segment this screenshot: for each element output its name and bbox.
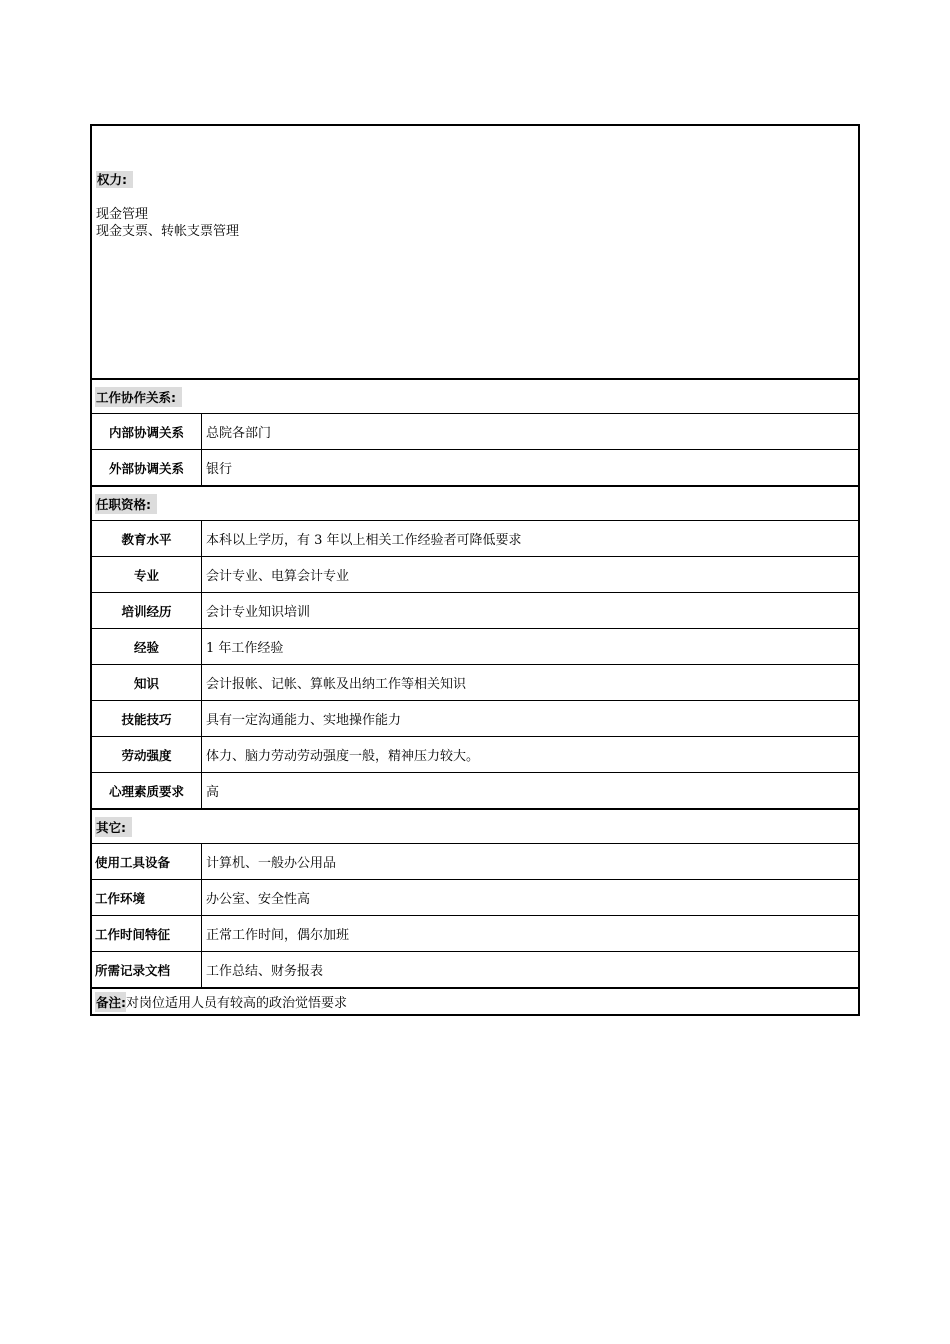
row-label: 专业 — [92, 557, 202, 592]
row-value: 1 年工作经验 — [206, 641, 284, 656]
qualifications-label: 任职资格: — [95, 494, 157, 514]
table-row — [92, 413, 858, 449]
table-row — [92, 951, 858, 987]
row-value: 具有一定沟通能力、实地操作能力 — [206, 713, 402, 728]
row-value: 计算机、一般办公用品 — [206, 856, 337, 871]
row-label: 工作时间特征 — [92, 916, 202, 951]
row-label: 心理素质要求 — [92, 773, 202, 808]
authority-item: 现金支票、转帐支票管理 — [96, 224, 240, 239]
table-row — [92, 449, 858, 485]
table-row — [92, 915, 858, 951]
row-value: 总院各部门 — [206, 426, 272, 441]
table-row — [92, 556, 858, 592]
table-row — [92, 700, 858, 736]
row-value: 本科以上学历，有 3 年以上相关工作经验者可降低要求 — [206, 533, 522, 548]
row-label: 培训经历 — [92, 593, 202, 628]
row-value: 体力、脑力劳动劳动强度一般，精神压力较大。 — [206, 749, 480, 764]
row-label: 外部协调关系 — [92, 450, 202, 485]
cooperation-label: 工作协作关系: — [95, 387, 182, 407]
row-value: 正常工作时间，偶尔加班 — [206, 928, 350, 943]
note-row — [92, 987, 858, 1014]
row-value: 工作总结、财务报表 — [206, 964, 324, 979]
row-label: 工作环境 — [92, 880, 202, 915]
row-label: 劳动强度 — [92, 737, 202, 772]
table-row — [92, 592, 858, 628]
other-header — [92, 808, 858, 843]
authority-section — [92, 126, 858, 378]
row-label: 教育水平 — [92, 521, 202, 556]
table-row — [92, 664, 858, 700]
table-row — [92, 772, 858, 808]
row-value: 高 — [206, 785, 220, 800]
row-label: 所需记录文档 — [92, 952, 202, 987]
row-label: 内部协调关系 — [92, 414, 202, 449]
authority-items — [96, 206, 239, 240]
cooperation-header — [92, 378, 858, 413]
row-value: 会计报帐、记帐、算帐及出纳工作等相关知识 — [206, 677, 467, 692]
row-label: 技能技巧 — [92, 701, 202, 736]
table-row — [92, 879, 858, 915]
note-text: 对岗位适用人员有较高的政治觉悟要求 — [126, 996, 348, 1011]
job-description-table — [90, 124, 860, 1016]
authority-item: 现金管理 — [96, 207, 149, 222]
table-row — [92, 843, 858, 879]
row-label: 经验 — [92, 629, 202, 664]
table-row — [92, 520, 858, 556]
note-label: 备注: — [95, 992, 126, 1012]
other-label: 其它: — [95, 817, 132, 837]
table-row — [92, 628, 858, 664]
row-value: 银行 — [206, 462, 233, 477]
row-label: 知识 — [92, 665, 202, 700]
row-value: 办公室、安全性高 — [206, 892, 311, 907]
row-value: 会计专业知识培训 — [206, 605, 311, 620]
row-label: 使用工具设备 — [92, 844, 202, 879]
table-row — [92, 736, 858, 772]
authority-label: 权力: — [96, 171, 133, 188]
row-value: 会计专业、电算会计专业 — [206, 569, 350, 584]
qualifications-header — [92, 485, 858, 520]
